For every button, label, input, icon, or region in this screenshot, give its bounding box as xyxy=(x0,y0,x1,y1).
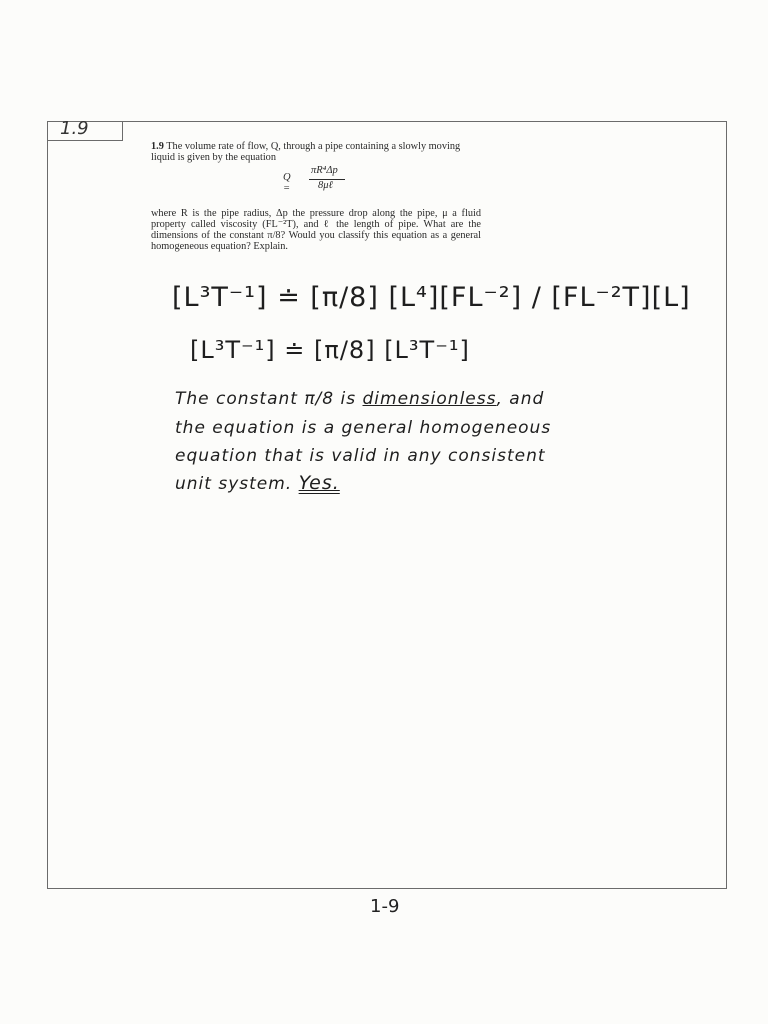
conclusion-line-1 xyxy=(175,389,544,409)
problem-statement-body: where R is the pipe radius, Δp the pressure drop along the pipe, μ a fluid property called viscosity (FL⁻²T), and ℓ the length of pipe. What are the dimensions of the constant π/8? Would you classify this equation as a general homogeneous equation? Explain. xyxy=(151,208,481,252)
conclusion-line-1-c: , and xyxy=(496,389,545,409)
dimensionless-underlined: dimensionless xyxy=(362,389,497,409)
conclusion-line-2: the equation is a general homogeneous xyxy=(175,418,552,438)
equation-numerator: πR⁴Δp xyxy=(311,165,338,176)
conclusion-line-1-a: The constant π/8 is xyxy=(175,389,357,409)
solution-line-1: [L³T⁻¹] ≐ [π/8] [L⁴][FL⁻²] / [FL⁻²T][L] xyxy=(172,282,691,313)
problem-intro-text: The volume rate of flow, Q, through a pipe containing a slowly moving liquid is given by the equation xyxy=(151,141,461,163)
page-number: 1-9 xyxy=(370,896,400,917)
problem-number: 1.9 xyxy=(151,141,164,152)
conclusion-line-4 xyxy=(175,472,340,494)
equation-lhs: Q = xyxy=(283,172,291,194)
answer-yes: Yes. xyxy=(298,472,340,494)
conclusion-line-4-text: unit system. xyxy=(175,474,293,494)
solution-line-2: [L³T⁻¹] ≐ [π/8] [L³T⁻¹] xyxy=(190,336,470,364)
problem-statement-intro xyxy=(151,141,481,163)
conclusion-line-3: equation that is valid in any consistent xyxy=(175,446,546,466)
problem-tab-label: 1.9 xyxy=(60,118,89,139)
equation-denominator: 8μℓ xyxy=(318,180,333,191)
